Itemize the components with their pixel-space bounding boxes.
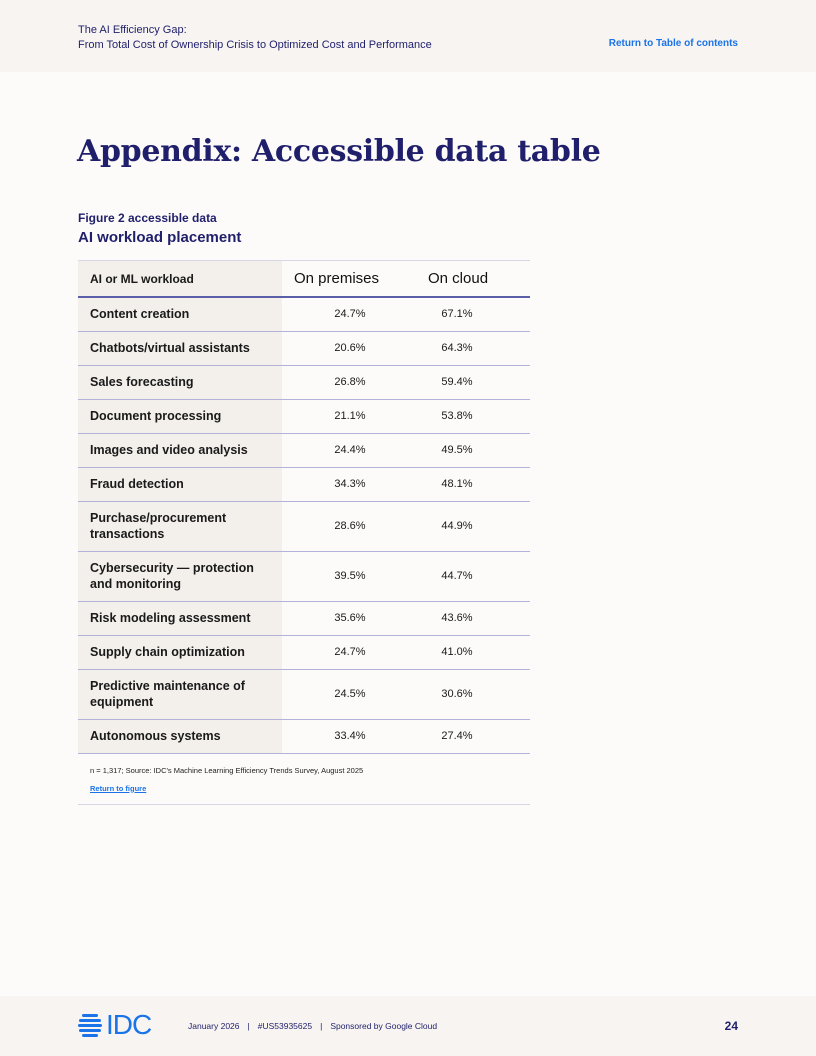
- data-table-container: [78, 260, 530, 805]
- document-title-line1: The AI Efficiency Gap:: [78, 24, 187, 36]
- workload-cell: Supply chain optimization: [78, 635, 282, 669]
- on-cloud-cell: 64.3%: [414, 331, 530, 365]
- table-row: [78, 601, 530, 635]
- logo-text: IDC: [106, 1009, 152, 1040]
- workload-cell: Images and video analysis: [78, 433, 282, 467]
- workload-cell: Chatbots/virtual assistants: [78, 331, 282, 365]
- footer-doc-id: #US53935625: [257, 1021, 313, 1031]
- table-row: [78, 399, 530, 433]
- table-row: [78, 433, 530, 467]
- table-row: [78, 331, 530, 365]
- on-cloud-cell: 27.4%: [414, 719, 530, 753]
- on-cloud-cell: 43.6%: [414, 601, 530, 635]
- on-premises-cell: 24.5%: [282, 669, 414, 719]
- page-number: 24: [724, 1019, 738, 1033]
- return-to-figure-link[interactable]: Return to figure: [90, 783, 147, 793]
- workload-cell: Sales forecasting: [78, 365, 282, 399]
- on-cloud-cell: 59.4%: [414, 365, 530, 399]
- on-premises-cell: 21.1%: [282, 399, 414, 433]
- workload-cell: Autonomous systems: [78, 719, 282, 753]
- document-title: [78, 23, 432, 53]
- figure-label: Figure 2 accessible data: [78, 211, 217, 225]
- workload-cell: Risk modeling assessment: [78, 601, 282, 635]
- footer-sponsor: Sponsored by Google Cloud: [330, 1021, 438, 1031]
- table-row: [78, 297, 530, 331]
- table-row: [78, 501, 530, 551]
- on-premises-cell: 28.6%: [282, 501, 414, 551]
- page-header: [0, 0, 816, 72]
- table-row: [78, 467, 530, 501]
- on-cloud-cell: 49.5%: [414, 433, 530, 467]
- column-header-on-cloud: On cloud: [414, 261, 530, 297]
- on-premises-cell: 33.4%: [282, 719, 414, 753]
- workload-cell: Document processing: [78, 399, 282, 433]
- column-header-on-premises: On premises: [282, 261, 414, 297]
- footer-date: January 2026: [188, 1021, 240, 1031]
- globe-icon: [78, 1012, 104, 1038]
- workload-cell: Predictive maintenance of equipment: [78, 669, 282, 719]
- on-premises-cell: 24.4%: [282, 433, 414, 467]
- table-row: [78, 719, 530, 753]
- workload-cell: Purchase/procurement transactions: [78, 501, 282, 551]
- on-premises-cell: 24.7%: [282, 635, 414, 669]
- on-cloud-cell: 44.9%: [414, 501, 530, 551]
- on-cloud-cell: 53.8%: [414, 399, 530, 433]
- source-note: n = 1,317; Source: IDC's Machine Learning Efficiency Trends Survey, August 2025: [90, 765, 364, 775]
- on-cloud-cell: 48.1%: [414, 467, 530, 501]
- workload-cell: Cybersecurity — protection and monitoring: [78, 551, 282, 601]
- on-premises-cell: 39.5%: [282, 551, 414, 601]
- on-cloud-cell: 67.1%: [414, 297, 530, 331]
- return-to-toc-link[interactable]: Return to Table of contents: [608, 38, 738, 49]
- workload-cell: Content creation: [78, 297, 282, 331]
- on-premises-cell: 24.7%: [282, 297, 414, 331]
- table-row: [78, 635, 530, 669]
- separator: |: [247, 1021, 250, 1031]
- on-cloud-cell: 44.7%: [414, 551, 530, 601]
- figure-title: AI workload placement: [78, 229, 242, 246]
- footer-meta: [188, 1021, 437, 1031]
- idc-logo: [78, 1011, 151, 1039]
- page-title: Appendix: Accessible data table: [77, 134, 601, 169]
- workload-cell: Fraud detection: [78, 467, 282, 501]
- document-title-line2: From Total Cost of Ownership Crisis to Optimized Cost and Performance: [78, 39, 432, 51]
- workload-placement-table: [78, 261, 530, 754]
- on-premises-cell: 20.6%: [282, 331, 414, 365]
- table-bottom-rule: [78, 804, 530, 805]
- on-cloud-cell: 30.6%: [414, 669, 530, 719]
- table-row: [78, 669, 530, 719]
- on-premises-cell: 35.6%: [282, 601, 414, 635]
- table-row: [78, 365, 530, 399]
- page-footer: [0, 996, 816, 1056]
- separator: |: [320, 1021, 323, 1031]
- table-row: [78, 551, 530, 601]
- table-header-row: [78, 261, 530, 297]
- on-premises-cell: 34.3%: [282, 467, 414, 501]
- on-premises-cell: 26.8%: [282, 365, 414, 399]
- on-cloud-cell: 41.0%: [414, 635, 530, 669]
- column-header-workload: AI or ML workload: [78, 261, 282, 297]
